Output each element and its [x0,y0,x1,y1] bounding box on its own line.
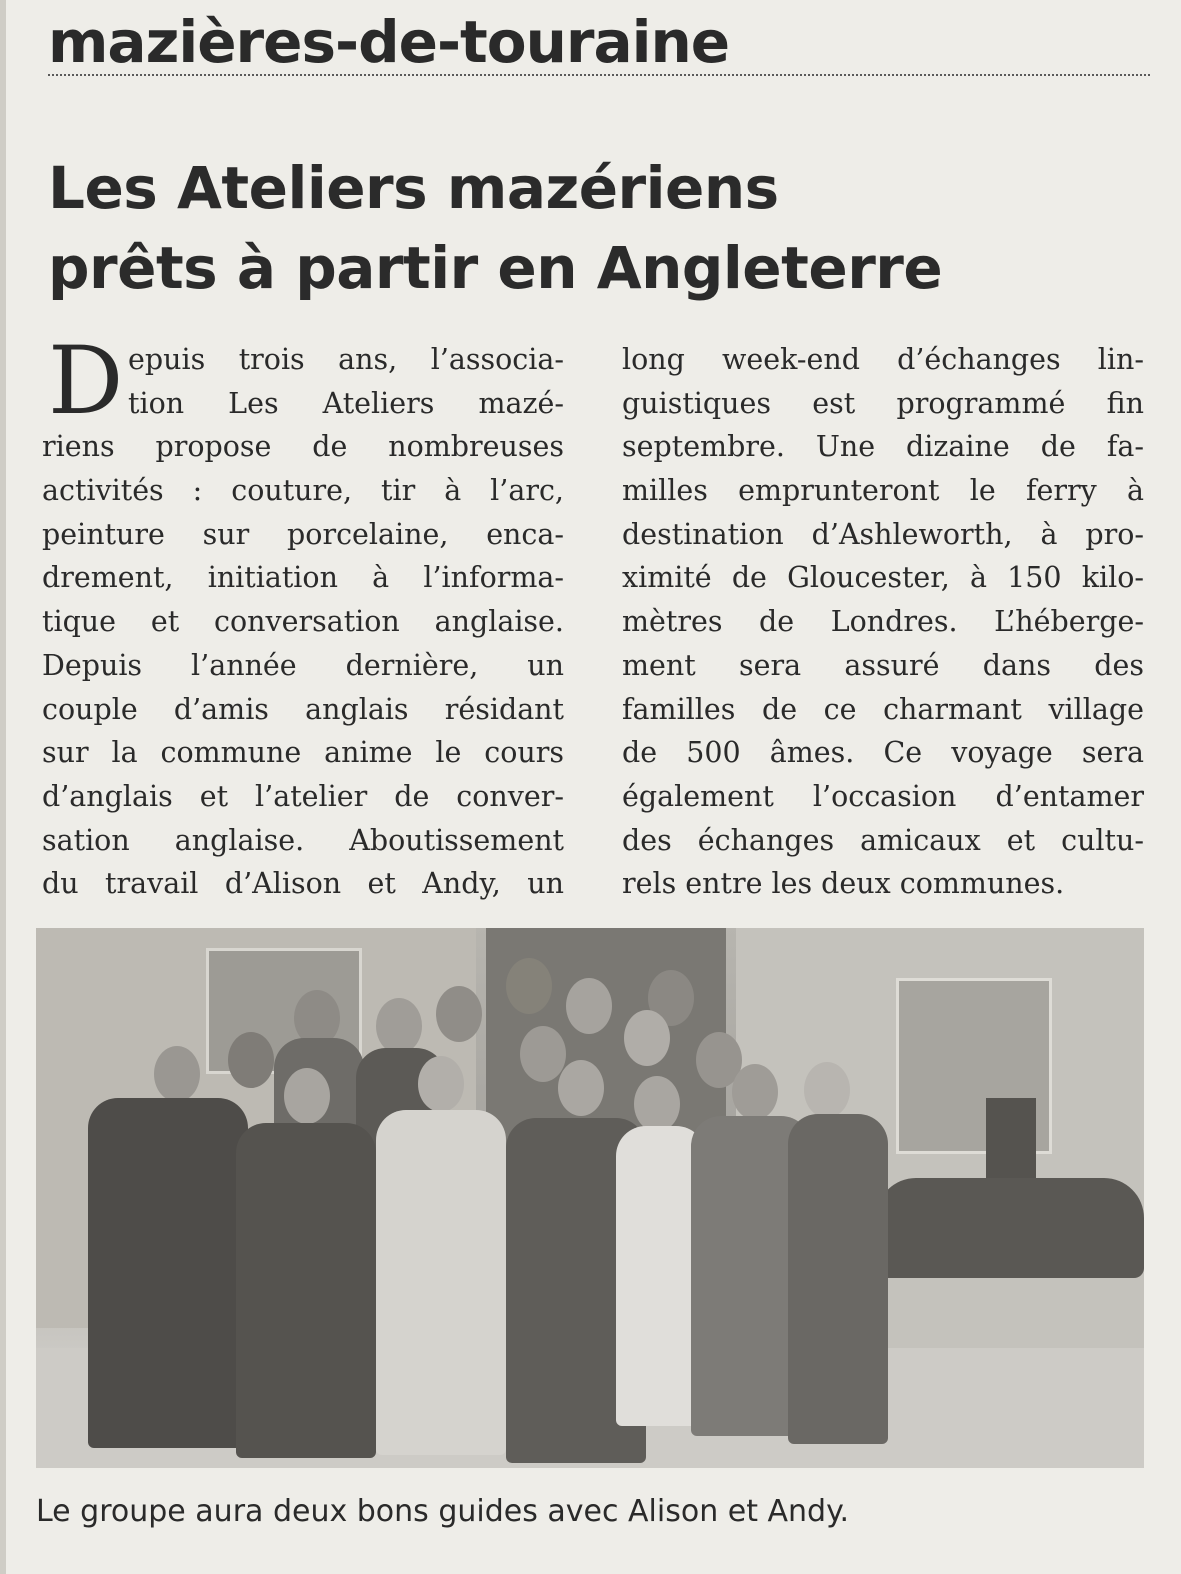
person-head [566,978,612,1034]
person [376,1110,506,1455]
body-line: sation anglaise. Aboutissement [42,823,564,857]
person-head [436,986,482,1042]
body-line: ximité de Gloucester, à 150 kilo- [622,561,1144,595]
page-edge [0,0,6,1574]
body-line: epuis trois ans, l’associa- [128,343,564,376]
body-line: d’anglais et l’atelier de conver- [42,779,564,813]
person-head [624,1010,670,1066]
body-line: septembre. Une dizaine de fa- [622,430,1144,464]
person-head [284,1068,330,1124]
body-line: Depuis l’année dernière, un [42,648,564,682]
body-line: familles de ce charmant village [622,692,1144,726]
body-line: de 500 âmes. Ce voyage sera [622,736,1144,770]
person [88,1098,248,1448]
sculpture [876,1178,1144,1278]
person-head [558,1060,604,1116]
person-head [154,1046,200,1102]
person-head [520,1026,566,1082]
headline-line-2: prêts à partir en Angleterre [48,234,943,302]
sculpture [986,1098,1036,1188]
article-column-left [42,327,564,906]
body-line: long week-end d’échanges lin- [622,343,1144,376]
group-photo [36,928,1144,1468]
body-line: rels entre les deux communes. [622,867,1065,901]
body-line: guistiques est programmé fin [622,386,1144,420]
body-line: activités : couture, tir à l’arc, [42,474,564,508]
person [236,1123,376,1458]
body-line: milles emprunteront le ferry à [622,474,1144,508]
body-line: mètres de Londres. L’héberge- [622,605,1144,639]
body-line: tique et conversation anglaise. [42,605,564,639]
person-head [732,1064,778,1120]
person-head [376,998,422,1054]
body-line: ment sera assuré dans des [622,648,1144,682]
body-line: des échanges amicaux et cultu- [622,823,1144,857]
article-headline [48,148,1048,308]
section-title: mazières-de-touraine [48,8,730,76]
article-column-right [622,338,1144,906]
body-line: destination d’Ashleworth, à pro- [622,517,1144,551]
photo-caption: Le groupe aura deux bons guides avec Alison et Andy. [36,1494,850,1529]
person-head [228,1032,274,1088]
body-line: également l’occasion d’entamer [622,779,1144,813]
body-line: du travail d’Alison et Andy, un [42,867,564,901]
body-line: drement, initiation à l’informa- [42,561,564,595]
person-head [804,1062,850,1118]
person-head [506,958,552,1014]
body-line: peinture sur porcelaine, enca- [42,517,564,551]
section-divider [48,74,1150,76]
body-line: sur la commune anime le cours [42,736,564,770]
body-line: riens propose de nombreuses [42,430,564,464]
drop-cap: D [48,327,124,436]
body-line: tion Les Ateliers mazé- [128,386,564,420]
person-head [418,1056,464,1112]
person-head [634,1076,680,1132]
person [788,1114,888,1444]
headline-line-1: Les Ateliers mazériens [48,154,779,222]
body-line: couple d’amis anglais résidant [42,692,564,726]
